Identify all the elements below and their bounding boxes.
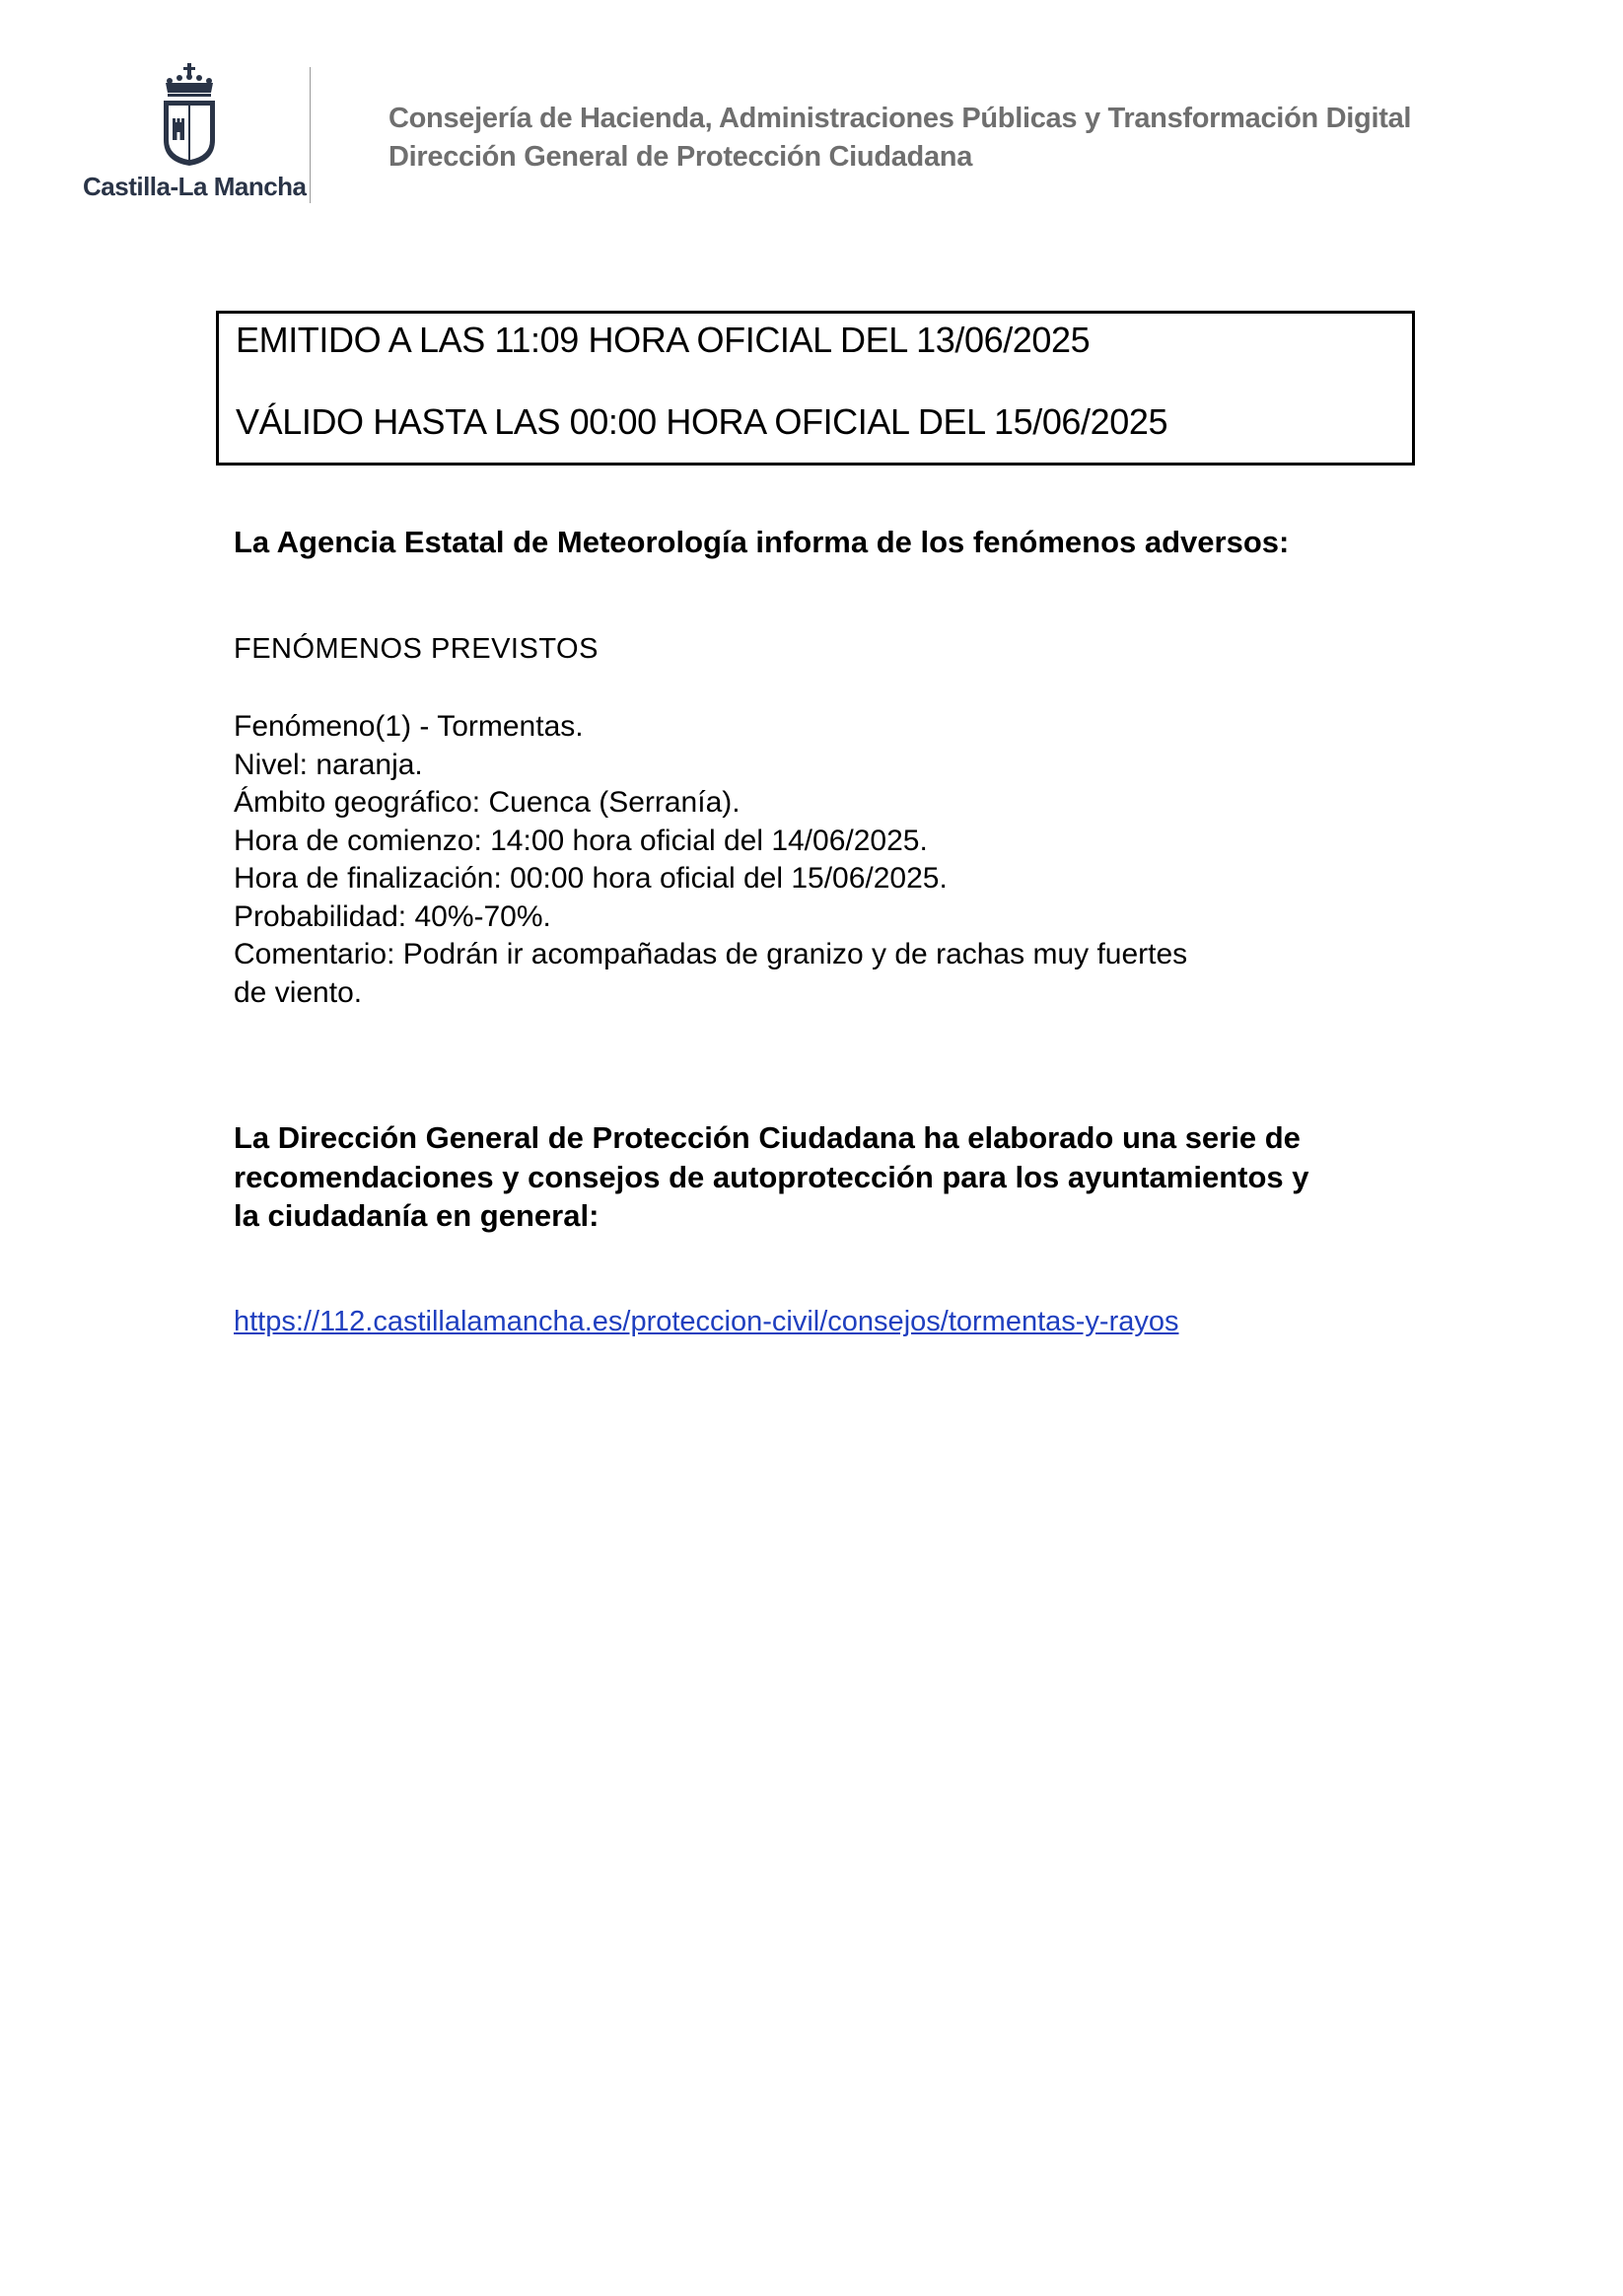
recommendations-line3: la ciudadanía en general: (234, 1198, 600, 1233)
department-line2: Dirección General de Protección Ciudadana (388, 141, 973, 173)
issued-time: EMITIDO A LAS 11:09 HORA OFICIAL DEL 13/06/2025 (236, 320, 1091, 360)
phenomenon-scope: Ámbito geográfico: Cuenca (Serranía). (234, 786, 741, 819)
phenomenon-probability: Probabilidad: 40%-70%. (234, 899, 551, 933)
phenomenon-level: Nivel: naranja. (234, 748, 423, 781)
phenomenon-details (234, 708, 1187, 1012)
castilla-la-mancha-logo (83, 63, 307, 209)
phenomenon-comment-line1: Comentario: Podrán ir acompañadas de granizo y de rachas muy fuertes (234, 938, 1188, 970)
phenomena-title: FENÓMENOS PREVISTOS (234, 633, 599, 665)
phenomenon-name: Fenómeno(1) - Tormentas. (234, 710, 584, 743)
recommendations-heading (234, 1118, 1309, 1236)
phenomenon-end: Hora de finalización: 00:00 hora oficial del 15/06/2025. (234, 862, 948, 895)
header-divider (310, 67, 311, 203)
recommendations-line2: recomendaciones y consejos de autoprotección para los ayuntamientos y (234, 1159, 1309, 1194)
department-header (388, 100, 1411, 177)
intro-heading: La Agencia Estatal de Meteorología informa de los fenómenos adversos: (234, 525, 1290, 559)
valid-until-time: VÁLIDO HASTA LAS 00:00 HORA OFICIAL DEL 15/06/2025 (236, 401, 1168, 442)
phenomenon-start: Hora de comienzo: 14:00 hora oficial del 14/06/2025. (234, 824, 928, 857)
phenomenon-comment-line2: de viento. (234, 975, 363, 1009)
recommendations-line1: La Dirección General de Protección Ciudadana ha elaborado una serie de (234, 1120, 1301, 1155)
coat-of-arms-icon (160, 63, 219, 168)
department-line1: Consejería de Hacienda, Administraciones Públicas y Transformación Digital (388, 103, 1412, 134)
logo-text: Castilla-La Mancha (83, 172, 307, 201)
validity-box (216, 311, 1415, 466)
advice-link[interactable]: https://112.castillalamancha.es/proteccion-civil/consejos/tormentas-y-rayos (234, 1306, 1179, 1337)
